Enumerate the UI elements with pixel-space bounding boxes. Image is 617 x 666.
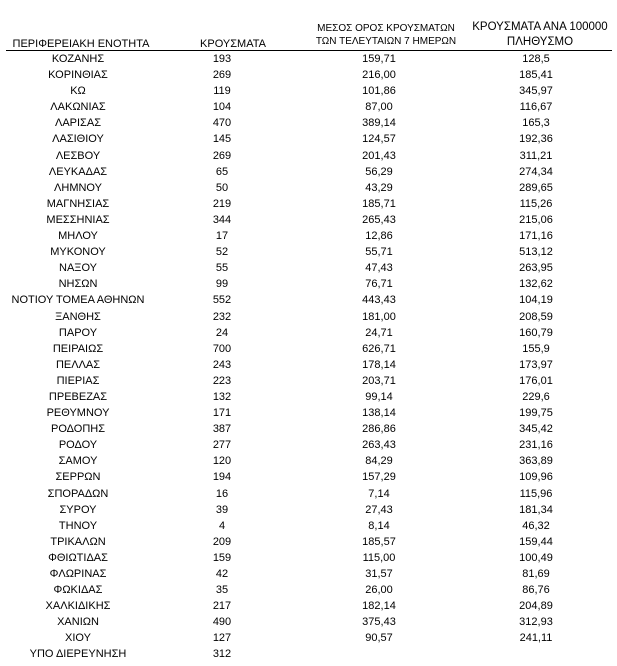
cell-avg: 26,00 [365,584,393,597]
cell-per100k: 173,97 [519,358,553,371]
table-row [6,292,612,308]
table-row [6,341,612,357]
cell-cases: 132 [212,390,232,403]
cell-per100k: 165,3 [522,117,550,130]
cell-cases: 17 [215,230,229,243]
cell-avg: 203,71 [362,374,396,387]
cell-avg: 27,43 [365,503,393,516]
cell-avg: 24,71 [365,326,393,339]
cell-cases: 194 [212,471,232,484]
cell-cases: 119 [213,85,231,98]
cell-per100k: 289,65 [519,181,553,194]
cell-region: ΛΑΣΙΘΙΟΥ [52,133,104,146]
cell-region: ΧΙΟΥ [65,632,91,645]
cell-per100k: 132,62 [519,278,553,291]
cell-avg: 265,43 [362,213,396,226]
cell-region: ΦΩΚΙΔΑΣ [53,584,103,597]
cell-per100k: 312,93 [519,616,553,629]
cell-region: ΝΑΞΟΥ [59,262,97,275]
cell-avg: 181,00 [362,310,396,323]
cell-region: ΜΑΓΝΗΣΙΑΣ [46,197,110,210]
cell-per100k: 208,59 [519,310,553,323]
table-row [6,212,612,228]
cell-region: ΝΟΤΙΟΥ ΤΟΜΕΑ ΑΘΗΝΩΝ [11,294,145,307]
cell-cases: 42 [215,568,229,580]
cell-cases: 552 [212,294,232,307]
cell-per100k: 231,16 [519,439,553,452]
cell-per100k: 204,89 [519,600,553,613]
table-row [6,566,612,582]
cell-avg: 182,14 [362,600,396,613]
cell-region: ΛΑΡΙΣΑΣ [54,117,101,130]
cell-cases: 145 [212,133,232,146]
table-row [6,437,612,453]
cell-avg: 178,14 [362,358,396,371]
cell-region: ΧΑΝΙΩΝ [57,616,99,629]
table-row [6,630,612,646]
cell-region: ΚΩ [70,85,86,98]
cell-cases: 490 [212,616,232,629]
cell-per100k: 229,6 [522,390,550,403]
cell-cases: 387 [212,423,232,436]
cell-region: ΛΕΥΚΑΔΑΣ [48,165,108,178]
cell-region: ΥΠΟ ΔΙΕΡΕΥΝΗΣΗ [29,648,127,661]
cell-region: ΣΠΟΡΑΔΩΝ [47,487,109,500]
cell-cases: 50 [215,181,229,194]
cell-cases: 99 [215,278,229,291]
cell-avg: 157,29 [362,471,396,484]
cell-region: ΞΑΝΘΗΣ [55,310,101,323]
cell-region: ΦΛΩΡΙΝΑΣ [49,568,107,580]
table-row [6,131,612,147]
table-row [6,518,612,534]
cell-per100k: 109,96 [519,471,553,484]
cell-avg: 375,43 [362,616,396,629]
cell-per100k [464,646,608,662]
cell-cases: 39 [215,503,229,516]
cell-per100k: 104,19 [519,294,553,307]
cell-per100k: 160,79 [519,326,553,339]
cell-avg: 12,86 [365,230,393,243]
header-avg-line1: ΜΕΣΟΣ ΟΡΟΣ ΚΡΟΥΣΜΑΤΩΝ [317,23,455,34]
cell-per100k: 192,36 [519,133,553,146]
cell-region: ΣΕΡΡΩΝ [55,471,101,484]
cell-per100k: 311,21 [519,149,553,162]
cell-cases: 193 [212,53,232,65]
cell-per100k: 128,5 [522,53,550,65]
table-body [6,51,612,663]
cell-per100k: 215,06 [519,213,553,226]
cell-cases: 243 [212,358,232,371]
cell-cases: 219 [212,197,232,210]
cell-avg: 43,29 [365,181,393,194]
header-per100k [468,20,612,50]
cell-per100k: 345,42 [519,423,553,436]
table-row [6,196,612,212]
cell-region: ΧΑΛΚΙΔΙΚΗΣ [45,600,111,613]
cell-avg: 286,86 [362,423,396,436]
table-row [6,373,612,389]
cell-cases: 65 [215,165,229,178]
cell-avg: 124,57 [362,133,396,146]
cell-per100k: 176,01 [519,374,553,387]
cell-per100k: 345,97 [519,85,553,98]
cell-cases: 277 [212,439,232,452]
cell-per100k: 115,26 [519,197,553,210]
cell-per100k: 513,12 [519,246,553,259]
cell-per100k: 159,44 [519,535,553,548]
cell-avg: 185,71 [362,197,396,210]
cell-avg: 76,71 [365,278,393,291]
cell-cases: 55 [215,262,229,275]
cell-cases: 344 [212,213,232,226]
cell-cases: 269 [212,149,232,162]
cell-cases: 35 [215,584,229,597]
cell-cases: 223 [212,374,232,387]
cell-region: ΦΘΙΩΤΙΔΑΣ [48,551,108,564]
cell-avg: 159,71 [362,53,396,65]
table-row [6,534,612,550]
table-row [6,598,612,614]
cell-avg: 263,43 [362,439,396,452]
header-region: ΠΕΡΙΦΕΡΕΙΑΚΗ ΕΝΟΤΗΤΑ [12,38,150,50]
cell-per100k: 46,32 [522,519,550,532]
cell-region: ΣΥΡΟΥ [59,503,97,516]
cell-region: ΡΟΔΟΥ [58,439,98,452]
cell-avg: 115,00 [362,551,396,564]
cell-region: ΠΡΕΒΕΖΑΣ [48,390,108,403]
cell-cases: 24 [215,326,229,339]
cell-avg: 389,14 [362,117,396,130]
table-row [6,83,612,99]
cell-per100k: 181,34 [519,503,553,516]
cell-region: ΡΕΘΥΜΝΟΥ [46,407,110,420]
cell-region: ΛΑΚΩΝΙΑΣ [50,101,106,114]
cell-region: ΤΗΝΟΥ [58,519,98,532]
table-row [6,357,612,373]
cell-avg: 56,29 [365,165,393,178]
table-row [6,469,612,485]
cell-per100k: 263,95 [519,262,553,275]
cell-per100k: 81,69 [522,568,550,580]
cell-region: ΜΗΛΟΥ [58,230,98,243]
cell-avg: 87,00 [365,101,393,114]
cell-per100k: 241,11 [519,632,553,645]
header-per100k-line2: ΠΛΗΘΥΣΜΟ [506,36,574,48]
cell-region: ΠΕΙΡΑΙΩΣ [52,342,104,355]
header-avg [300,22,472,48]
cell-per100k: 86,76 [522,584,550,597]
cell-region: ΣΑΜΟΥ [58,455,98,468]
cell-cases: 127 [212,632,232,645]
header-cases: ΚΡΟΥΣΜΑΤΑ [200,38,266,50]
cell-cases: 209 [212,535,232,548]
cell-region: ΠΕΛΛΑΣ [55,358,101,371]
table-row [6,453,612,469]
cell-per100k: 274,34 [519,165,553,178]
table-row [6,646,612,662]
cell-cases: 700 [212,342,232,355]
cell-avg: 138,14 [362,407,396,420]
cell-cases: 16 [215,487,229,500]
cell-cases: 269 [212,69,232,82]
table-row [6,228,612,244]
table-row [6,260,612,276]
cell-region: ΛΗΜΝΟΥ [54,181,102,194]
cell-avg: 185,57 [362,535,396,548]
cell-region: ΛΕΣΒΟΥ [55,149,101,162]
table-row [6,164,612,180]
table-row [6,51,612,67]
cell-per100k: 100,49 [519,551,553,564]
cell-cases: 171 [212,407,232,420]
cell-per100k: 155,9 [522,342,550,355]
table-row [6,309,612,325]
cell-avg: 626,71 [362,342,396,355]
cell-avg: 84,29 [365,455,393,468]
table-row [6,405,612,421]
cell-avg: 90,57 [365,632,393,645]
cell-cases: 104 [212,101,232,114]
cell-avg: 7,14 [368,487,390,500]
cell-region: ΠΙΕΡΙΑΣ [56,374,100,387]
table-row [6,325,612,341]
table-row [6,276,612,292]
table-row [6,244,612,260]
cell-cases: 4 [218,519,226,532]
table-row [6,148,612,164]
cell-cases: 120 [212,455,232,468]
cell-cases: 232 [212,310,232,323]
cell-avg: 101,86 [362,85,396,98]
cell-cases: 470 [212,117,232,130]
table-row [6,115,612,131]
cell-per100k: 185,41 [519,69,553,82]
cell-cases: 312 [212,648,232,661]
cell-per100k: 199,75 [519,407,553,420]
cell-region: ΠΑΡΟΥ [58,326,98,339]
cell-cases: 217 [212,600,232,613]
cell-per100k: 116,67 [519,101,553,114]
cell-region: ΚΟΡΙΝΘΙΑΣ [48,69,108,82]
cell-per100k: 171,16 [519,230,553,243]
cell-avg: 443,43 [362,294,396,307]
cell-avg [294,646,464,662]
cell-cases: 52 [215,246,229,259]
table-row [6,180,612,196]
cell-region: ΜΕΣΣΗΝΙΑΣ [46,213,110,226]
table-row [6,582,612,598]
cell-per100k: 363,89 [519,455,553,468]
cell-region: ΝΗΣΩΝ [58,278,98,291]
cell-avg: 55,71 [365,246,393,259]
cell-avg: 99,14 [365,390,393,403]
table-row [6,99,612,115]
cell-per100k: 115,96 [519,487,553,500]
table-row [6,550,612,566]
table-row [6,614,612,630]
cell-avg: 201,43 [362,149,396,162]
cell-region: ΡΟΔΟΠΗΣ [50,423,106,436]
table-row [6,502,612,518]
table-row [6,421,612,437]
cell-cases: 159 [212,551,232,564]
header-avg-line2: ΤΩΝ ΤΕΛΕΥΤΑΙΩΝ 7 ΗΜΕΡΩΝ [315,36,457,47]
cell-avg: 47,43 [365,262,393,275]
table-row [6,486,612,502]
cell-avg: 216,00 [362,69,396,82]
cell-avg: 31,57 [365,568,393,580]
table-row [6,67,612,83]
table-row [6,389,612,405]
cell-region: ΜΥΚΟΝΟΥ [50,246,106,259]
header-per100k-line1: ΚΡΟΥΣΜΑΤΑ ΑΝΑ 100000 [472,21,608,33]
cell-avg: 8,14 [368,519,390,532]
cell-region: ΤΡΙΚΑΛΩΝ [50,535,106,548]
cell-region: ΚΟΖΑΝΗΣ [51,53,105,65]
